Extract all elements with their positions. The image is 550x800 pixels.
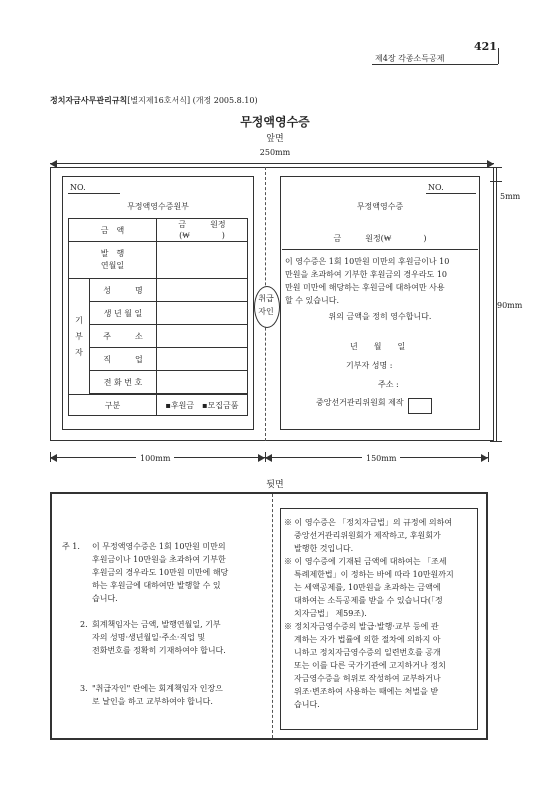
dim-height-90mm: 90mm: [497, 301, 523, 310]
stub-no-underline: [68, 193, 120, 194]
job-label: 직 업: [90, 348, 157, 371]
front-label: 앞면: [266, 134, 284, 144]
receipt-donor-address: 주소 :: [378, 380, 399, 389]
right-line-9: ※ 정치자금영수증의 발급·발행·교부 등에 관: [284, 622, 439, 631]
receipt-confirm: 위의 금액을 정히 영수합니다.: [328, 312, 432, 321]
address-label: 주 소: [90, 325, 157, 348]
type-values: ▪후원금 ▪모집금품: [157, 395, 248, 416]
note-1-prefix: 주 1.: [62, 542, 80, 551]
page-number: 421: [474, 40, 497, 53]
form-reference-bold: 정치자금사무관리규칙: [50, 95, 128, 105]
note-1-line-3: 후원금의 경우라도 10만원 미만에 해당: [92, 568, 229, 577]
right-line-8: 치자금법」 제59조).: [294, 609, 367, 618]
chapter-title: 제4장 각종소득공제: [375, 54, 445, 63]
right-line-3: 발행한 것입니다.: [294, 544, 354, 553]
right-line-15: 습니다.: [294, 700, 320, 709]
form-reference-rest: [별지제16호서식] (개정 2005.8.10): [127, 96, 258, 105]
receipt-body-1: 이 영수증은 1회 10만원 미만의 후원금이나 10: [285, 257, 450, 266]
form-reference: [50, 95, 258, 106]
right-line-11: 니하고 정치자금영수증의 일련번호를 공개: [294, 648, 441, 657]
back-right-notes: [284, 516, 476, 711]
right-line-12: 또는 이를 다른 국가기관에 고지하거나 정치: [294, 661, 446, 670]
dim-left-100mm: 100mm: [136, 454, 174, 464]
note-2-prefix: 2.: [80, 620, 88, 629]
receipt-body-2: 만원을 초과하여 기부한 후원금의 경우라도 10: [285, 270, 447, 279]
note-2-text: [92, 618, 226, 657]
note-1-line-5: 습니다.: [92, 594, 118, 603]
back-fold-line: [272, 494, 273, 738]
document-title: 무정액영수증: [240, 115, 310, 129]
note-3-text: [92, 682, 223, 708]
note-2-line-2: 자의 성명·생년월일·주소·직업 및: [92, 633, 206, 642]
receipt-amount: 금 원정(₩ ): [333, 234, 427, 243]
right-line-13: 자금영수증을 허위로 작성하여 교부하거나: [294, 674, 441, 683]
phone-label: 전 화 번 호: [90, 371, 157, 394]
dim-tick-a: [490, 167, 502, 168]
receipt-no: NO.: [428, 183, 444, 192]
note-3-prefix: 3.: [80, 684, 88, 693]
right-line-6: 는 세액공제를, 10만원을 초과하는 금액에: [294, 583, 441, 592]
header-rule: [372, 64, 498, 65]
donor-1: 기: [75, 315, 83, 325]
dim-right-150mm: 150mm: [362, 454, 400, 464]
note-1: [62, 540, 270, 618]
stub-no: NO.: [70, 183, 86, 192]
stub-table: [68, 218, 248, 416]
donor-3: 자: [75, 347, 83, 357]
receipt-body-4: 할 수 있습니다.: [285, 296, 339, 305]
note-1-line-4: 하는 후원금에 대하여만 발행할 수 있: [92, 581, 221, 590]
issue-label-2: 연월일: [100, 261, 125, 270]
note-3: [62, 682, 270, 722]
issue-date-label: [69, 242, 157, 279]
dim-tick-b: [490, 181, 502, 182]
receipt-donor-name: 기부자 성명 :: [346, 361, 393, 370]
name-value[interactable]: [157, 279, 248, 302]
donor-label: [69, 279, 90, 395]
dim-total-width: 250mm: [259, 148, 291, 157]
right-line-7: 대하여는 소득공제를 받을 수 있습니다(「정: [294, 596, 443, 605]
amount-value: 금 원정(₩ ): [157, 219, 248, 242]
dim-tick-c: [490, 441, 502, 442]
receipt-issuer: 중앙선거관리위원회 제작: [316, 398, 404, 407]
back-label: 뒷면: [266, 480, 284, 490]
receipt-no-underline: [426, 193, 476, 194]
right-line-14: 위조·변조하여 사용하는 때에는 처벌을 받: [294, 687, 439, 696]
seal-label-2: 자인: [258, 307, 274, 316]
note-2-line-1: 회계책임자는 금액, 발행연월일, 기부: [92, 620, 221, 629]
note-2-line-3: 전화번호를 정확히 기재하여야 합니다.: [92, 646, 226, 655]
donor-2: 부: [75, 331, 83, 341]
back-left-notes: [62, 540, 270, 722]
birth-value[interactable]: [157, 302, 248, 325]
right-line-10: 계하는 자가 법률에 의한 절차에 의하지 아: [294, 635, 441, 644]
type-label: 구분: [69, 395, 157, 416]
receipt-amount-line: [282, 249, 478, 250]
dim-bottom-tick-right: [488, 452, 489, 462]
receipt-body: [285, 255, 477, 307]
phone-value[interactable]: [157, 371, 248, 394]
birth-label: 생 년 월 일: [90, 302, 157, 325]
right-line-4: ※ 이 영수증에 기재된 금액에 대하여는 「조세: [284, 557, 447, 566]
address-value[interactable]: [157, 325, 248, 348]
right-line-1: ※ 이 영수증은 「정치자금법」의 규정에 의하여: [284, 518, 453, 527]
header-rule-end: [498, 48, 499, 64]
right-line-5: 특례제한법」이 정하는 바에 따라 10만원까지: [294, 570, 454, 579]
name-label: 성 명: [90, 279, 157, 302]
handler-seal-label: [254, 292, 278, 318]
issue-date-value[interactable]: [157, 242, 248, 279]
job-value[interactable]: [157, 348, 248, 371]
note-2: [62, 618, 270, 682]
seal-label-1: 취급: [258, 294, 274, 303]
page-header: [360, 40, 500, 66]
receipt-title: 무정액영수증: [356, 202, 404, 211]
note-3-line-2: 로 날인을 하고 교부하여야 합니다.: [92, 697, 213, 706]
note-1-line-1: 이 무정액영수증은 1회 10만원 미만의: [92, 542, 226, 551]
note-1-text: [92, 540, 228, 605]
note-3-line-1: "취급자인" 란에는 회계책임자 인장으: [92, 684, 223, 693]
issue-label-1: 발 행: [100, 249, 125, 258]
amount-label: 금 액: [69, 219, 157, 242]
stub-title: 무정액영수증원부: [127, 202, 189, 211]
issuer-stamp-box: [408, 398, 432, 414]
right-line-2: 중앙선거관리위원회가 제작하고, 후원회가: [294, 531, 441, 540]
receipt-body-3: 만원 미만에 해당하는 후원금에 대하여만 사용: [285, 283, 445, 292]
dim-total-arrow: [50, 163, 494, 164]
dim-margin-5mm: 5mm: [500, 192, 521, 201]
note-1-line-2: 후원금이나 10만원을 초과하여 기부한: [92, 555, 226, 564]
receipt-date: 년 월 일: [350, 342, 406, 351]
